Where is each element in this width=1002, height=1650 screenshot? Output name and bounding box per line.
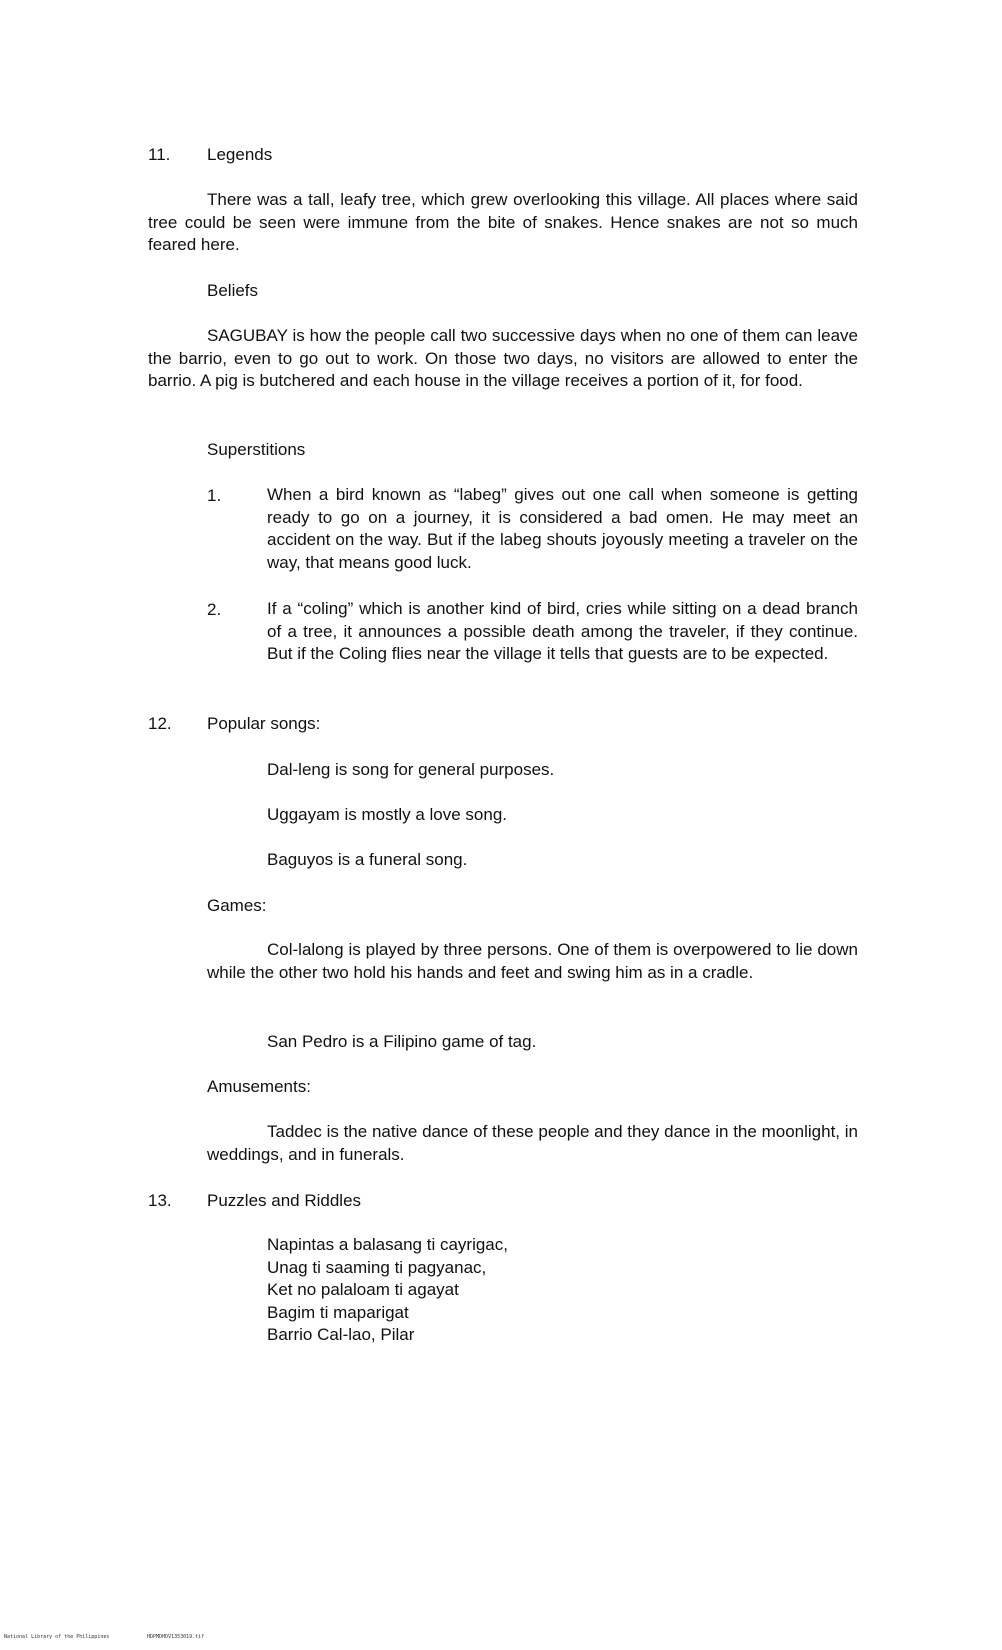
amusements-paragraph: Taddec is the native dance of these people and they dance in the moonlight, in weddings, and in funerals.: [207, 1122, 858, 1164]
verse-line: Ket no palaloam ti agayat: [267, 1280, 459, 1299]
footer-file-id: HDPMDHDV1353019.tif: [147, 1634, 205, 1640]
superstition-1-text: When a bird known as “labeg” gives out one call when someone is getting ready to go on a journey, it is considered a bad omen. He may meet an accident on the way. But if the labeg shouts joyously meeting a traveler on the way, that means good luck.: [267, 485, 858, 572]
games-extra: San Pedro is a Filipino game of tag.: [267, 1032, 537, 1051]
verse-line: Bagim ti maparigat: [267, 1302, 409, 1322]
section-11-number: 11.: [148, 145, 171, 164]
superstition-2-text: If a “coling” which is another kind of bird, cries while sitting on a dead branch of a tree, it announces a possible death among the traveler, if they continue. But if the Coling flies near the village it tells that guests are to be expected.: [267, 599, 858, 663]
superstition-2-number: 2.: [207, 600, 222, 619]
games-paragraph: Col-lalong is played by three persons. One of them is overpowered to lie down while the other two hold his hands and feet and swing him as in a cradle.: [207, 940, 858, 982]
games-heading: Games:: [207, 896, 267, 915]
song-item: Baguyos is a funeral song.: [267, 850, 468, 869]
section-13-title: Puzzles and Riddles: [207, 1191, 362, 1210]
footer-library-stamp: National Library of the Philippines: [4, 1634, 110, 1640]
section-11-title: Legends: [207, 145, 273, 164]
verse-line: Unag ti saaming ti pagyanac,: [267, 1257, 487, 1277]
song-item: Uggayam is mostly a love song.: [267, 805, 507, 824]
amusements-heading: Amusements:: [207, 1077, 311, 1096]
song-item: Dal-leng is song for general purposes.: [267, 760, 555, 779]
superstition-1-number: 1.: [207, 486, 222, 505]
section-12-title: Popular songs:: [207, 714, 321, 733]
legend-paragraph: There was a tall, leafy tree, which grew overlooking this village. All places where said tree could be seen were immune from the bite of snakes. Hence snakes are not so much feared here.: [148, 190, 858, 254]
riddle-verse: [267, 1234, 508, 1347]
beliefs-heading: Beliefs: [207, 281, 259, 300]
verse-line: Napintas a balasang ti cayrigac,: [267, 1235, 508, 1254]
beliefs-paragraph: SAGUBAY is how the people call two successive days when no one of them can leave the barrio, even to go out to work. On those two days, no visitors are allowed to enter the barrio. A pig is butchered and each house in the village receives a portion of it, for food.: [148, 326, 858, 390]
section-13-number: 13.: [148, 1191, 172, 1210]
superstitions-heading: Superstitions: [207, 440, 306, 459]
section-12-number: 12.: [148, 714, 172, 733]
verse-line: Barrio Cal-lao, Pilar: [267, 1325, 415, 1344]
